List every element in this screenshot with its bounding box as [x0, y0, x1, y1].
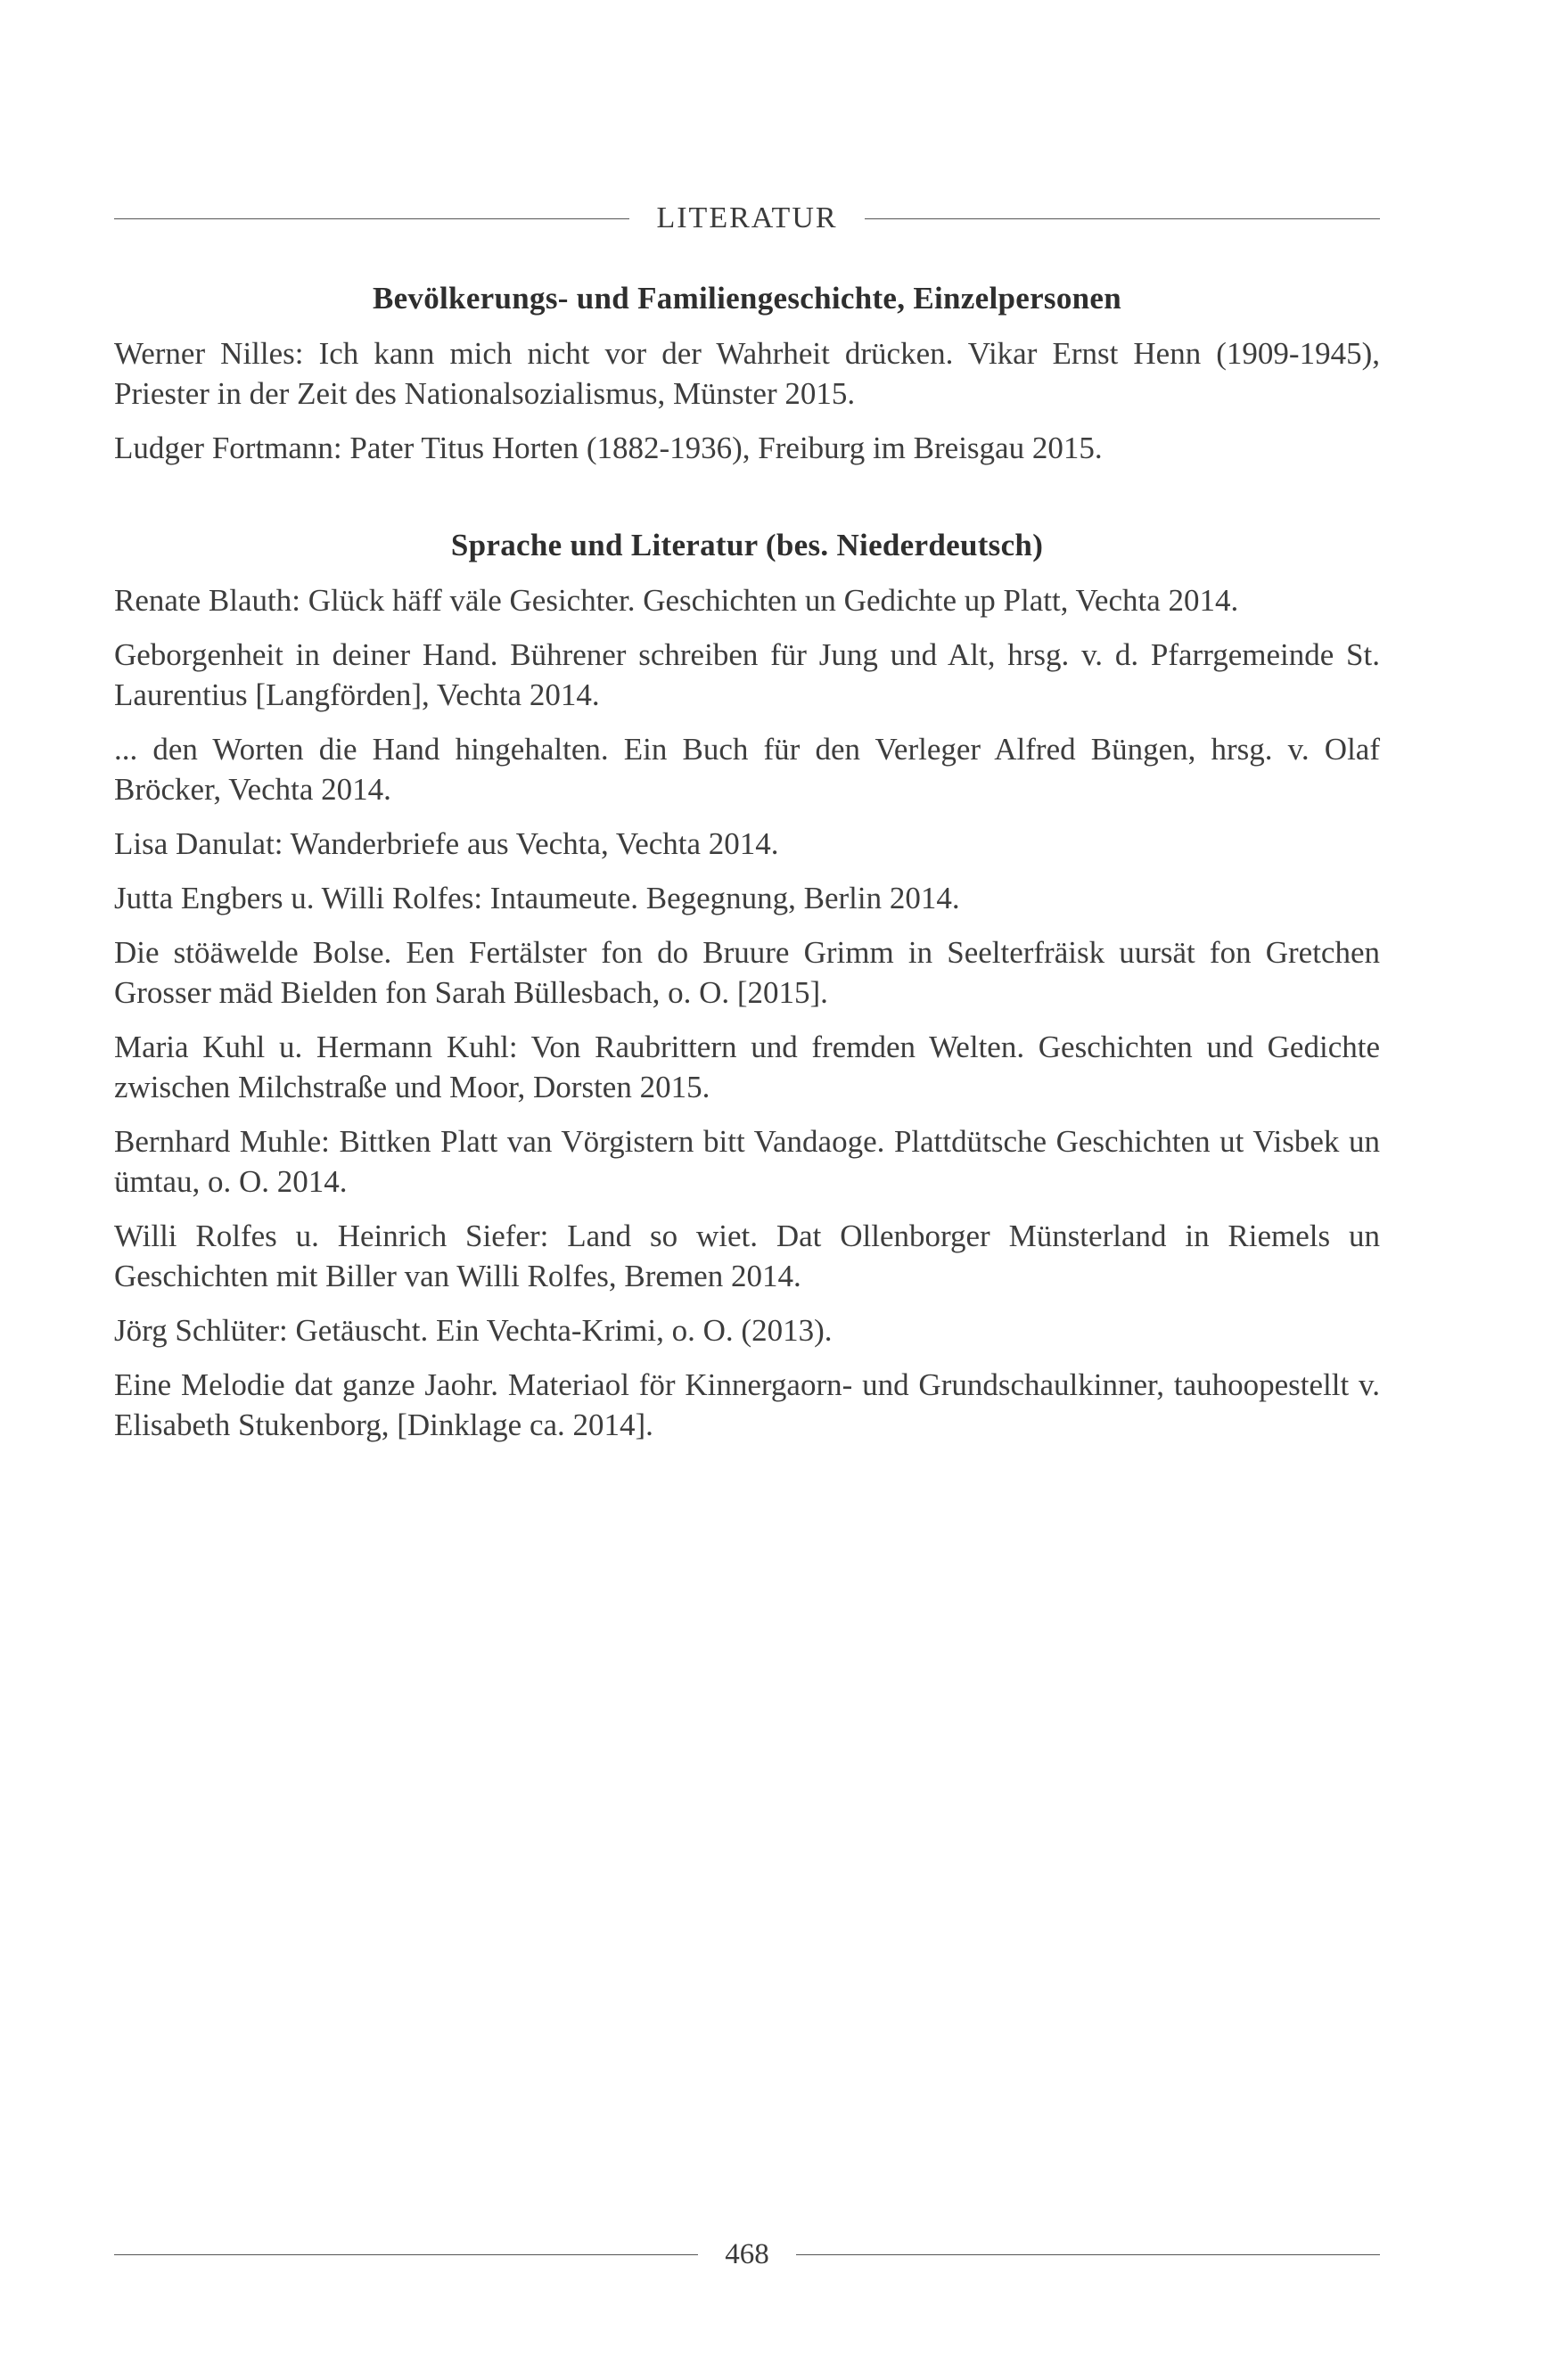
- page-content: [114, 278, 1380, 1459]
- section-heading: Sprache und Literatur (bes. Niederdeutsch): [450, 528, 1044, 562]
- bibliography-entry: Lisa Danulat: Wanderbriefe aus Vechta, Vechta 2014.: [114, 826, 779, 861]
- bibliography-entry: ... den Worten die Hand hingehalten. Ein Buch für den Verleger Alfred Büngen, hrsg. v. Olaf Bröcker, Vechta 2014.: [114, 732, 1380, 807]
- footer-rule-right: [796, 2254, 1380, 2255]
- page-number: 468: [725, 2238, 769, 2270]
- bibliography-entry: Geborgenheit in deiner Hand. Bührener schreiben für Jung und Alt, hrsg. v. d. Pfarrgemeinde St. Laurentius [Langförden], Vechta 2014.: [114, 637, 1380, 712]
- footer-rule-left: [114, 2254, 698, 2255]
- bibliography-entry: Willi Rolfes u. Heinrich Siefer: Land so wiet. Dat Ollenborger Münsterland in Riemels un Geschichten mit Biller van Willi Rolfes, Bremen 2014.: [114, 1219, 1380, 1293]
- bibliography-entry: Jörg Schlüter: Getäuscht. Ein Vechta-Krimi, o. O. (2013).: [114, 1313, 833, 1348]
- running-head: [114, 203, 1380, 234]
- bibliography-entry: Ludger Fortmann: Pater Titus Horten (1882-1936), Freiburg im Breisgau 2015.: [114, 431, 1103, 465]
- bibliography-entry: Maria Kuhl u. Hermann Kuhl: Von Raubrittern und fremden Welten. Geschichten und Gedichte zwischen Milchstraße und Moor, Dorsten 2015.: [114, 1030, 1380, 1104]
- bibliography-entry: Jutta Engbers u. Willi Rolfes: Intaumeute. Begegnung, Berlin 2014.: [114, 881, 960, 915]
- bibliography-entry: Die stöäwelde Bolse. Een Fertälster fon do Bruure Grimm in Seelterfräisk uursät fon Gretchen Grosser mäd Bielden fon Sarah Büllesbach, o. O. [2015].: [114, 935, 1380, 1010]
- header-rule-right: [865, 218, 1380, 219]
- bibliography-entry: Bernhard Muhle: Bittken Platt van Vörgistern bitt Vandaoge. Plattdütsche Geschichten ut Visbek un ümtau, o. O. 2014.: [114, 1124, 1380, 1199]
- section-population-family-history: [114, 278, 1380, 468]
- running-title: LITERATUR: [656, 201, 838, 234]
- bibliography-entry: Eine Melodie dat ganze Jaohr. Materiaol för Kinnergaorn- und Grundschaulkinner, tauhoopestellt v. Elisabeth Stukenborg, [Dinklage ca. 2014].: [114, 1367, 1380, 1442]
- section-language-literature: [114, 525, 1380, 1445]
- bibliography-entry: Werner Nilles: Ich kann mich nicht vor der Wahrheit drücken. Vikar Ernst Henn (1909-1945), Priester in der Zeit des Nationalsozialismus, Münster 2015.: [114, 336, 1380, 411]
- bibliography-entry: Renate Blauth: Glück häff väle Gesichter. Geschichten un Gedichte up Platt, Vechta 2014.: [114, 583, 1239, 618]
- section-heading: Bevölkerungs- und Familiengeschichte, Einzelpersonen: [372, 281, 1122, 316]
- header-rule-left: [114, 218, 629, 219]
- page-footer: [114, 2240, 1380, 2269]
